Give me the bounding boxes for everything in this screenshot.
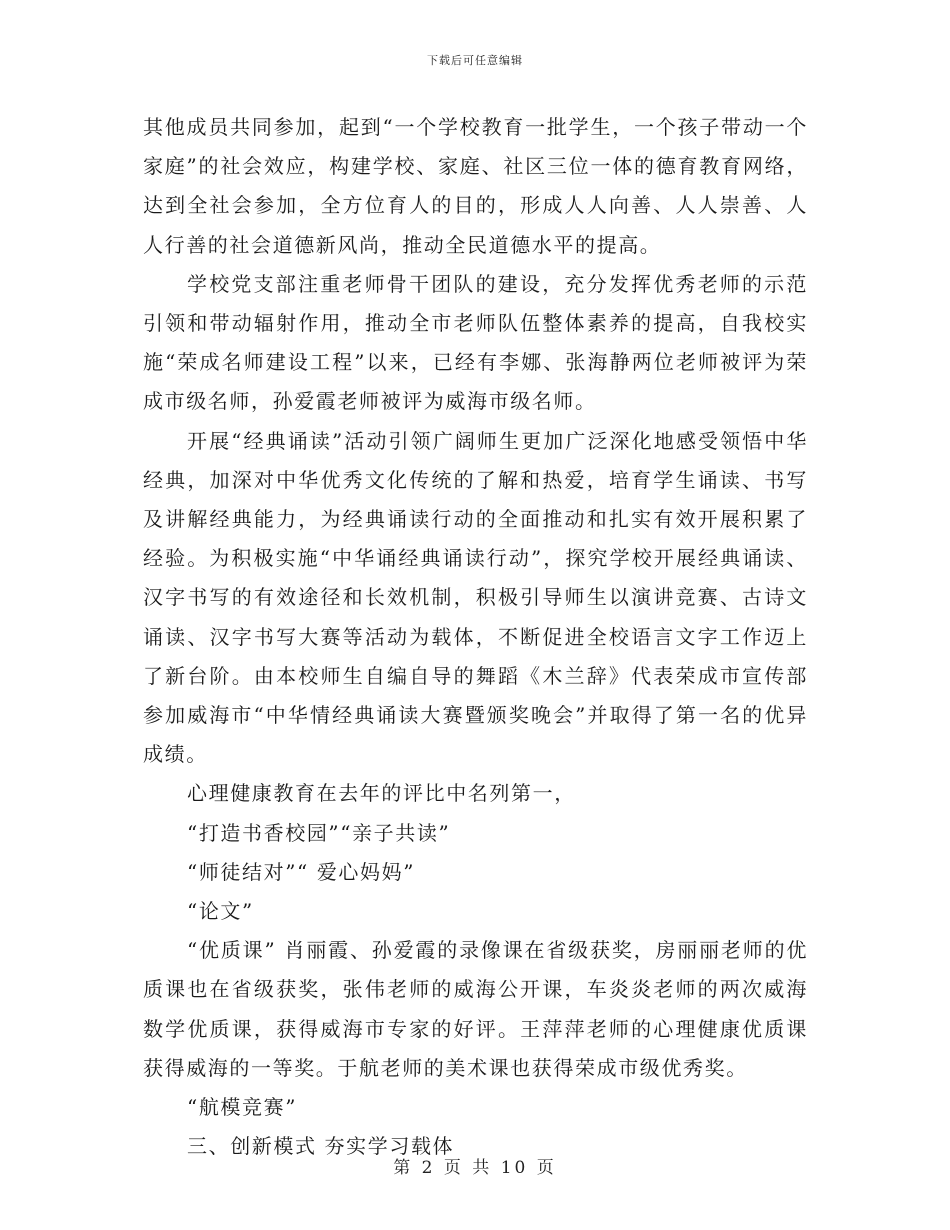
section-heading: 三、创新模式 夯实学习载体 [187,1134,455,1159]
paragraph-7: “论文” [187,899,254,924]
paragraph-5: “打造书香校园”“亲子共读” [187,820,451,845]
paragraph-6: “师徒结对”“ 爱心妈妈” [187,859,416,884]
paragraph-3: 开展“经典诵读”活动引领广阔师生更加广泛深化地感受领悟中华经典，加深对中华优秀文化传统的了解和热爱，培育学生诵读、书写及讲解经典能力，为经典诵读行动的全面推动和扎实有效开展积累了经验。为积极实施“中华诵经典诵读行动”，探究学校开展经典诵读、汉字书写的有效途径和长效机制，积极引导师生以演讲竞赛、古诗文诵读、汉字书写大赛等活动为载体，不断促进全校语言文字工作迈上了新台阶。由本校师生自编自导的舞蹈《木兰辞》代表荣成市宣传部参加威海市“中华情经典诵读大赛暨颁奖晚会”并取得了第一名的优异成绩。 [143,428,808,767]
paragraph-2: 学校党支部注重老师骨干团队的建设，充分发挥优秀老师的示范引领和带动辐射作用，推动全市老师队伍整体素养的提高，自我校实施“荣成名师建设工程”以来，已经有李娜、张海静两位老师被评为荣成市级名师，孙爱霞老师被评为威海市级名师。 [143,271,808,414]
page-number-footer: 第 2 页 共 10 页 [393,1158,557,1178]
header-note: 下载后可任意编辑 [427,54,523,67]
paragraph-4: 心理健康教育在去年的评比中名列第一， [187,781,576,806]
paragraph-9: “航模竞赛” [187,1095,298,1120]
paragraph-1: 其他成员共同参加，起到“一个学校教育一批学生，一个孩子带动一个家庭”的社会效应，构建学校、家庭、社区三位一体的德育教育网络，达到全社会参加，全方位育人的目的，形成人人向善、人人崇善、人人行善的社会道德新风尚，推动全民道德水平的提高。 [143,115,808,257]
paragraph-8: “优质课” 肖丽霞、孙爱霞的录像课在省级获奖，房丽丽老师的优质课也在省级获奖，张伟老师的威海公开课，车炎炎老师的两次威海数学优质课，获得威海市专家的好评。王萍萍老师的心理健康优质课获得威海的一等奖。于航老师的美术课也获得荣成市级优秀奖。 [143,938,808,1080]
document-body [143,108,808,1166]
